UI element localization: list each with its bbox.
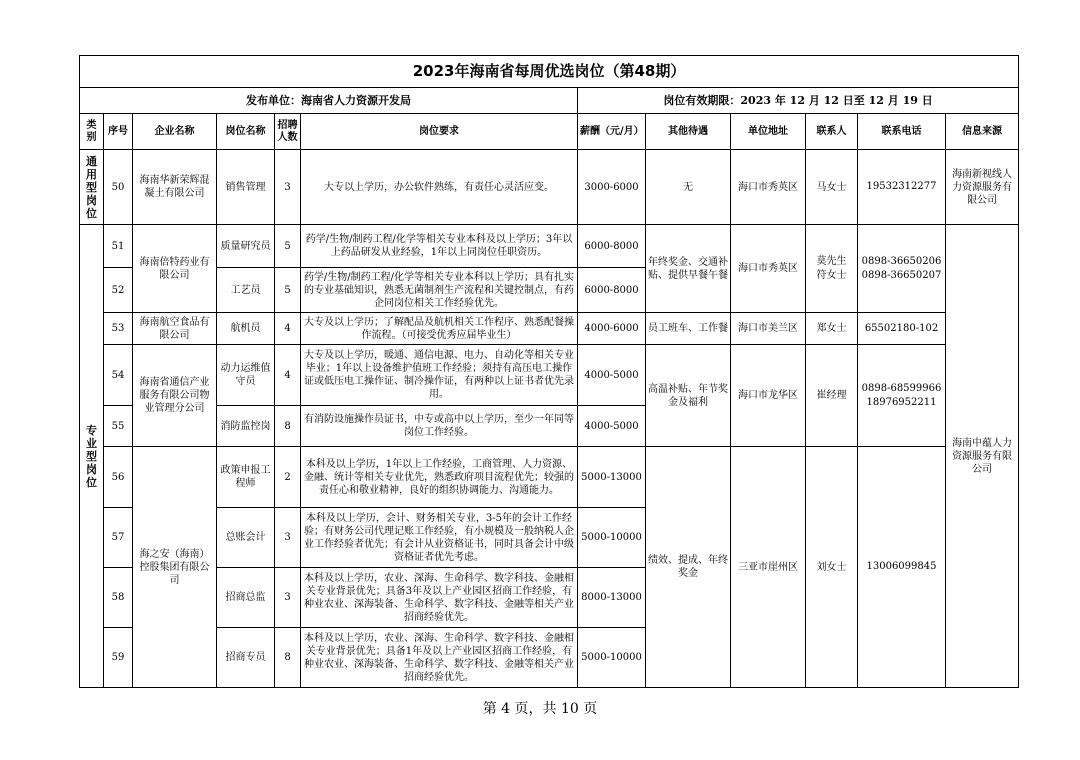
header-company: 企业名称 xyxy=(133,114,217,150)
table-row xyxy=(80,313,1019,345)
job-salary: 4000-5000 xyxy=(578,345,646,406)
job-phone: 0898-68599966 18976952211 xyxy=(858,345,946,447)
job-count: 5 xyxy=(275,268,301,313)
job-position: 总账会计 xyxy=(217,508,275,568)
header-count: 招聘人数 xyxy=(275,114,301,150)
header-benefits: 其他待遇 xyxy=(646,114,731,150)
header-number: 序号 xyxy=(104,114,133,150)
job-benefits: 绩效、提成、年终奖金 xyxy=(646,447,731,688)
job-position: 消防监控岗 xyxy=(217,406,275,447)
job-number: 58 xyxy=(104,568,133,628)
job-requirements: 大专及以上学历；了解配品及航机相关工作程序、熟悉配餐操作流程。（可接受优秀应届毕业生） xyxy=(301,313,578,345)
job-number: 56 xyxy=(104,447,133,508)
job-benefits: 年终奖金、交通补贴、提供早餐午餐 xyxy=(646,225,731,313)
job-requirements: 本科及以上学历，农业、深海、生命科学、数字科技、金融相关专业背景优先；具备1年及以上产业园区招商工作经验，有种业农业、深海装备、生命科学、数字科技、金融等相关产业招商经验优先。 xyxy=(301,628,578,688)
job-address: 三亚市崖州区 xyxy=(731,447,806,688)
job-position: 招商总监 xyxy=(217,568,275,628)
job-count: 8 xyxy=(275,628,301,688)
publisher: 发布单位：海南省人力资源开发局 xyxy=(80,88,578,114)
job-count: 3 xyxy=(275,150,301,225)
job-salary: 6000-8000 xyxy=(578,225,646,268)
company-name: 海南省通信产业服务有限公司物业管理分公司 xyxy=(133,345,217,447)
header-phone: 联系电话 xyxy=(858,114,946,150)
job-contact: 马女士 xyxy=(806,150,858,225)
job-address: 海口市龙华区 xyxy=(731,345,806,447)
job-count: 4 xyxy=(275,345,301,406)
job-count: 8 xyxy=(275,406,301,447)
job-position: 动力运维值守员 xyxy=(217,345,275,406)
validity-period: 岗位有效期限：2023 年 12 月 12 日至 12 月 19 日 xyxy=(578,88,1019,114)
company-name: 海南华新荣辉混凝土有限公司 xyxy=(133,150,217,225)
header-address: 单位地址 xyxy=(731,114,806,150)
job-benefits: 无 xyxy=(646,150,731,225)
job-contact: 崔经理 xyxy=(806,345,858,447)
job-salary: 8000-13000 xyxy=(578,568,646,628)
table-row xyxy=(80,225,1019,268)
job-phone: 0898-36650206 0898-36650207 xyxy=(858,225,946,313)
job-requirements: 大专以上学历，办公软件熟练，有责任心灵活应变。 xyxy=(301,150,578,225)
company-name: 海之安（海南）控股集团有限公司 xyxy=(133,447,217,688)
job-phone: 13006099845 xyxy=(858,447,946,688)
header-contact: 联系人 xyxy=(806,114,858,150)
job-contact: 莫先生 符女士 xyxy=(806,225,858,313)
header-source: 信息来源 xyxy=(946,114,1019,150)
job-position: 航机员 xyxy=(217,313,275,345)
table-row xyxy=(80,447,1019,508)
job-contact: 刘女士 xyxy=(806,447,858,688)
table-row xyxy=(80,345,1019,406)
category-general: 通用型岗位 xyxy=(80,150,104,225)
table-row xyxy=(80,150,1019,225)
job-phone: 19532312277 xyxy=(858,150,946,225)
job-phone: 65502180-102 xyxy=(858,313,946,345)
job-position: 招商专员 xyxy=(217,628,275,688)
info-source: 海南新视线人力资源服务有限公司 xyxy=(946,150,1019,225)
job-number: 54 xyxy=(104,345,133,406)
job-address: 海口市秀英区 xyxy=(731,150,806,225)
job-requirements: 本科及以上学历，1年以上工作经验，工商管理、人力资源、金融、统计等相关专业优先，熟悉政府项目流程优先；较强的责任心和敬业精神，良好的组织协调能力、沟通能力。 xyxy=(301,447,578,508)
job-salary: 4000-5000 xyxy=(578,406,646,447)
header-requirements: 岗位要求 xyxy=(301,114,578,150)
job-count: 3 xyxy=(275,508,301,568)
job-count: 3 xyxy=(275,568,301,628)
job-table xyxy=(79,55,1019,688)
header-category: 类别 xyxy=(80,114,104,150)
header-position: 岗位名称 xyxy=(217,114,275,150)
page-footer: 第 4 页，共 10 页 xyxy=(482,701,598,717)
category-professional: 专业型岗位 xyxy=(80,225,104,688)
job-count: 5 xyxy=(275,225,301,268)
job-benefits: 高温补贴、年节奖金及福利 xyxy=(646,345,731,447)
job-salary: 4000-6000 xyxy=(578,313,646,345)
job-salary: 5000-10000 xyxy=(578,628,646,688)
job-count: 4 xyxy=(275,313,301,345)
job-count: 2 xyxy=(275,447,301,508)
page-title: 2023年海南省每周优选岗位（第48期） xyxy=(80,56,1019,88)
job-number: 50 xyxy=(104,150,133,225)
job-salary: 5000-10000 xyxy=(578,508,646,568)
company-name: 海南航空食品有限公司 xyxy=(133,313,217,345)
job-requirements: 大专及以上学历，暖通、通信电源、电力、自动化等相关专业毕业；1年以上设备维护值班工作经验；须持有高压电工操作证或低压电工操作证、制冷操作证，有两种以上证书者优先录用。 xyxy=(301,345,578,406)
header-salary: 薪酬（元/月） xyxy=(578,114,646,150)
job-salary: 5000-13000 xyxy=(578,447,646,508)
job-address: 海口市秀英区 xyxy=(731,225,806,313)
job-position: 工艺员 xyxy=(217,268,275,313)
job-benefits: 员工班车、工作餐 xyxy=(646,313,731,345)
job-position: 政策申报工程师 xyxy=(217,447,275,508)
job-number: 52 xyxy=(104,268,133,313)
company-name: 海南倍特药业有限公司 xyxy=(133,225,217,313)
job-salary: 6000-8000 xyxy=(578,268,646,313)
job-requirements: 本科及以上学历，会计、财务相关专业，3-5年的会计工作经验；有财务公司代理记账工作经验，有小规模及一般纳税人企业工作经验者优先；有会计从业资格证书，同时具备会计中级资格证者优先考虑。 xyxy=(301,508,578,568)
info-source: 海南中蕴人力资源服务有限公司 xyxy=(946,225,1019,688)
job-address: 海口市美兰区 xyxy=(731,313,806,345)
job-requirements: 有消防设施操作员证书，中专或高中以上学历，至少一年同等岗位工作经验。 xyxy=(301,406,578,447)
job-number: 51 xyxy=(104,225,133,268)
job-requirements: 药学/生物/制药工程/化学等相关专业本科及以上学历；3年以上药品研发从业经验，1年以上同岗位任职资历。 xyxy=(301,225,578,268)
job-contact: 郑女士 xyxy=(806,313,858,345)
job-number: 55 xyxy=(104,406,133,447)
job-position: 销售管理 xyxy=(217,150,275,225)
job-requirements: 本科及以上学历，农业、深海、生命科学、数字科技、金融相关专业背景优先；具备3年及以上产业园区招商工作经验，有种业农业、深海装备、生命科学、数字科技、金融等相关产业招商经验优先。 xyxy=(301,568,578,628)
job-number: 57 xyxy=(104,508,133,568)
job-number: 59 xyxy=(104,628,133,688)
job-salary: 3000-6000 xyxy=(578,150,646,225)
job-number: 53 xyxy=(104,313,133,345)
job-position: 质量研究员 xyxy=(217,225,275,268)
job-requirements: 药学/生物/制药工程/化学等相关专业本科以上学历；具有扎实的专业基础知识，熟悉无菌制剂生产流程和关键控制点，有药企同岗位相关工作经验优先。 xyxy=(301,268,578,313)
